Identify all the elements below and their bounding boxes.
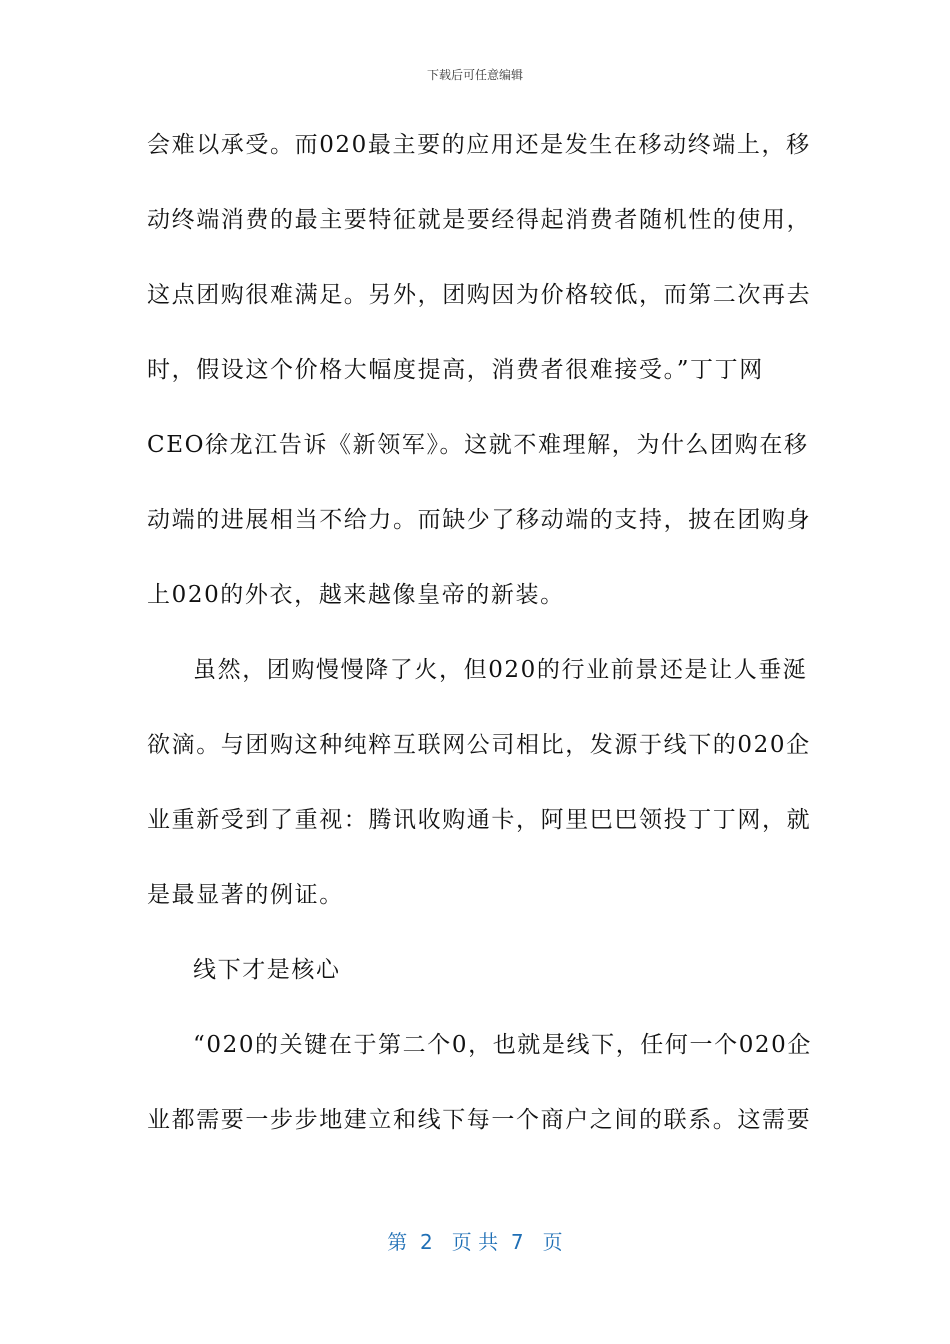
text-line: 时，假设这个价格大幅度提高，消费者很难接受。”丁丁网: [147, 357, 764, 383]
text-line: 上020的外衣，越来越像皇帝的新装。: [147, 582, 565, 608]
text-line: 动端的进展相当不给力。而缺少了移动端的支持，披在团购身: [147, 507, 812, 533]
text-line: 业都需要一步步地建立和线下每一个商户之间的联系。这需要: [147, 1107, 812, 1133]
text-line: 欲滴。与团购这种纯粹互联网公司相比，发源于线下的020企: [147, 732, 811, 758]
text-line: 动终端消费的最主要特征就是要经得起消费者随机性的使用，: [147, 207, 812, 233]
text-line: 业重新受到了重视：腾讯收购通卡，阿里巴巴领投丁丁网，就: [147, 807, 812, 833]
paragraph-first-line: 虽然，团购慢慢降了火，但020的行业前景还是让人垂涎: [193, 657, 808, 683]
page-number-footer: 第 2 页 共 7 页: [387, 1230, 563, 1254]
section-heading: 线下才是核心: [193, 957, 341, 983]
text-line: 会难以承受。而020最主要的应用还是发生在移动终端上，移: [147, 132, 811, 158]
text-line: 是最显著的例证。: [147, 882, 344, 908]
page-header-note: 下载后可任意编辑: [426, 68, 523, 82]
text-line: 这点团购很难满足。另外，团购因为价格较低，而第二次再去: [147, 282, 812, 308]
paragraph-first-line: “020的关键在于第二个0，也就是线下，任何一个020企: [193, 1032, 812, 1058]
text-line: CEO徐龙江告诉《新领军》。这就不难理解，为什么团购在移: [147, 432, 809, 458]
